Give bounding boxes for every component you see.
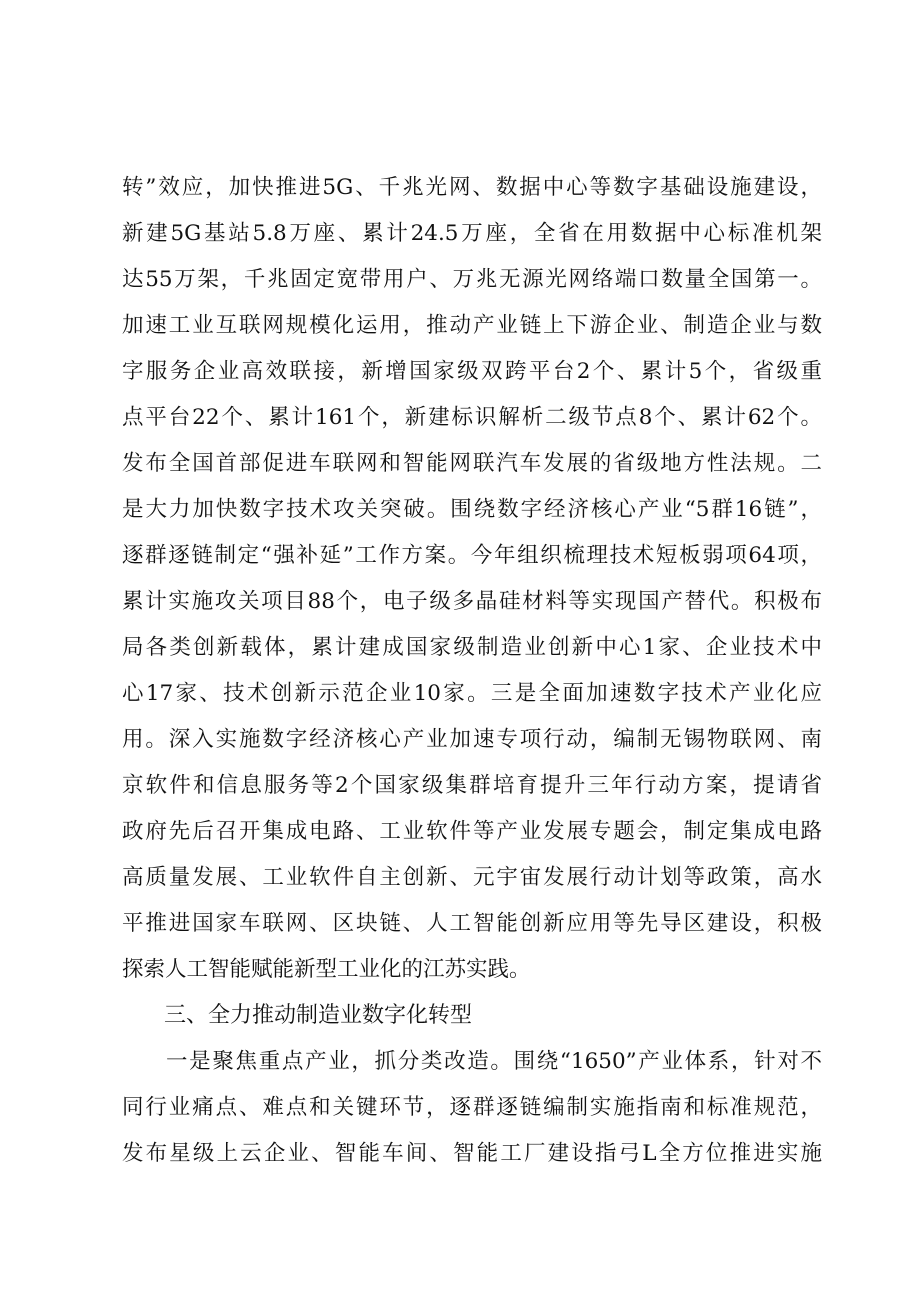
paragraph-line: 平推进国家车联网、区块链、人工智能创新应用等先导区建设，积极 [122,911,822,936]
paragraph-line: 一是聚焦重点产业，抓分类改造。围绕“1650”产业体系，针对不 [166,1049,822,1074]
paragraph-line: 京软件和信息服务等2个国家级集群培育提升三年行动方案，提请省 [122,773,822,798]
paragraph-line: 转”效应，加快推进5G、千兆光网、数据中心等数字基础设施建设， [122,175,822,200]
paragraph-line: 新建5G基站5.8万座、累计24.5万座，全省在用数据中心标准机架 [122,221,822,246]
paragraph-line: 达55万架，千兆固定宽带用户、万兆无源光网络端口数量全国第一。 [122,267,822,292]
paragraph-line: 发布全国首部促进车联网和智能网联汽车发展的省级地方性法规。二 [122,451,822,476]
paragraph-line: 同行业痛点、难点和关键环节，逐群逐链编制实施指南和标准规范， [122,1095,822,1120]
paragraph-line: 累计实施攻关项目88个，电子级多晶硅材料等实现国产替代。积极布 [122,589,822,614]
paragraph-line: 政府先后召开集成电路、工业软件等产业发展专题会，制定集成电路 [122,819,822,844]
paragraph-line: 发布星级上云企业、智能车间、智能工厂建设指弓L全方位推进实施 [122,1141,822,1166]
paragraph-line: 加速工业互联网规模化运用，推动产业链上下游企业、制造企业与数 [122,313,822,338]
section-heading: 三、全力推动制造业数字化转型 [164,1003,473,1028]
paragraph-line: 心17家、技术创新示范企业10家。三是全面加速数字技术产业化应 [122,681,822,706]
paragraph-line: 高质量发展、工业软件自主创新、元宇宙发展行动计划等政策，高水 [122,865,822,890]
paragraph-line: 逐群逐链制定“强补延”工作方案。今年组织梳理技术短板弱项64项， [122,543,822,568]
paragraph-line: 用。深入实施数字经济核心产业加速专项行动，编制无锡物联网、南 [122,727,822,752]
paragraph-line: 点平台22个、累计161个，新建标识解析二级节点8个、累计62个。 [122,405,822,430]
paragraph-line: 局各类创新载体，累计建成国家级制造业创新中心1家、企业技术中 [122,635,822,660]
paragraph-line: 是大力加快数字技术攻关突破。围绕数字经济核心产业“5群16链”， [122,497,822,522]
paragraph-line: 探索人工智能赋能新型工业化的江苏实践。 [122,957,531,982]
paragraph-line: 字服务企业高效联接，新增国家级双跨平台2个、累计5个，省级重 [122,359,822,384]
